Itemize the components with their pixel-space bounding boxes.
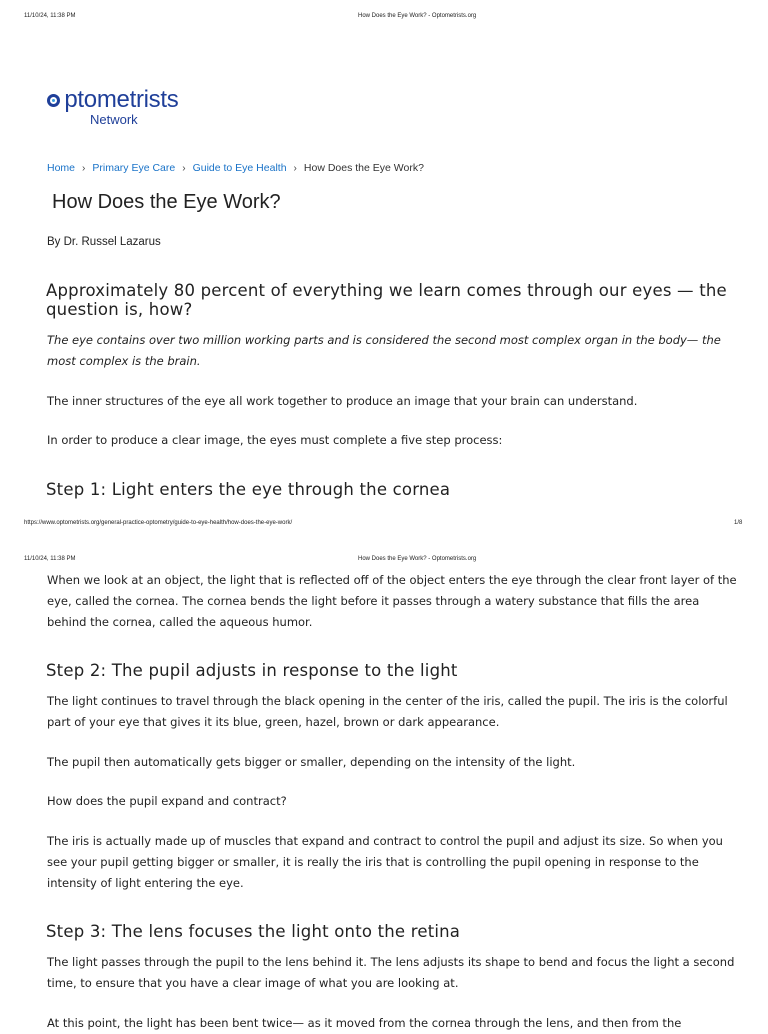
step2-question: How does the pupil expand and contract?	[47, 794, 287, 808]
logo-wordmark-text: ptometrists	[64, 86, 179, 113]
paragraph-inner-structures: The inner structures of the eye all work together to produce an image that your brain can understand.	[47, 394, 638, 408]
breadcrumb	[47, 162, 424, 174]
chevron-right-icon: ›	[293, 162, 297, 174]
step1-heading: Step 1: Light enters the eye through the cornea	[46, 480, 451, 499]
print-footer-url: https://www.optometrists.org/general-practice-optometry/guide-to-eye-health/how-does-the-eye-work/	[24, 520, 293, 526]
breadcrumb-home[interactable]: Home	[47, 162, 76, 174]
paragraph-five-step: In order to produce a clear image, the eyes must complete a five step process:	[47, 433, 503, 447]
breadcrumb-current: How Does the Eye Work?	[303, 162, 424, 174]
print-header-date: 11/10/24, 11:38 PM	[24, 13, 76, 19]
print-header-title: How Does the Eye Work? - Optometrists.org	[358, 13, 477, 19]
step2-paragraph-size: The pupil then automatically gets bigger or smaller, depending on the intensity of the light.	[47, 755, 576, 769]
intro-italic: The eye contains over two million working parts and is considered the second most complex organ in the body— the most complex is the brain.	[47, 333, 721, 368]
site-logo[interactable]	[46, 88, 196, 132]
print-footer-page: 1/8	[734, 520, 743, 526]
chevron-right-icon: ›	[82, 162, 86, 174]
chevron-right-icon: ›	[182, 162, 186, 174]
step2-paragraph-iris: The iris is actually made up of muscles that expand and contract to control the pupil and adjust its size. So when you see your pupil getting bigger or smaller, it is really the iris that is controlling the pupil opening in response to the intensity of light entering the eye.	[47, 834, 723, 890]
breadcrumb-primary-eye-care[interactable]: Primary Eye Care	[92, 162, 176, 174]
breadcrumb-guide-to-eye-health[interactable]: Guide to Eye Health	[192, 162, 287, 174]
step3-paragraph-bent: At this point, the light has been bent twice— as it moved from the cornea through the lens, and then from the	[47, 1016, 682, 1030]
intro-heading: Approximately 80 percent of everything we learn comes through our eyes — the question is, how?	[46, 281, 727, 319]
step1-text: When we look at an object, the light that is reflected off of the object enters the eye through the clear front layer of the eye, called the cornea. The cornea bends the light before it passes through a watery substance that fills the area behind the cornea, called the aqueous humor.	[47, 573, 737, 629]
page-title: How Does the Eye Work?	[52, 191, 281, 213]
step3-paragraph-lens: The light passes through the pupil to the lens behind it. The lens adjusts its shape to bend and focus the light a second time, to ensure that you have a clear image of what you are looking at.	[47, 955, 735, 990]
logo-subtitle: Network	[90, 112, 138, 127]
print-header-date: 11/10/24, 11:38 PM	[24, 556, 76, 562]
step2-heading: Step 2: The pupil adjusts in response to the light	[46, 661, 458, 680]
logo-wordmark	[46, 88, 178, 112]
author-byline: By Dr. Russel Lazarus	[47, 236, 161, 248]
step3-heading: Step 3: The lens focuses the light onto the retina	[46, 922, 461, 941]
step2-paragraph-pupil: The light continues to travel through the black opening in the center of the iris, called the pupil. The iris is the colorful part of your eye that gives it its blue, green, hazel, brown or dark appearance.	[47, 694, 728, 729]
print-header-title: How Does the Eye Work? - Optometrists.org	[358, 556, 477, 562]
